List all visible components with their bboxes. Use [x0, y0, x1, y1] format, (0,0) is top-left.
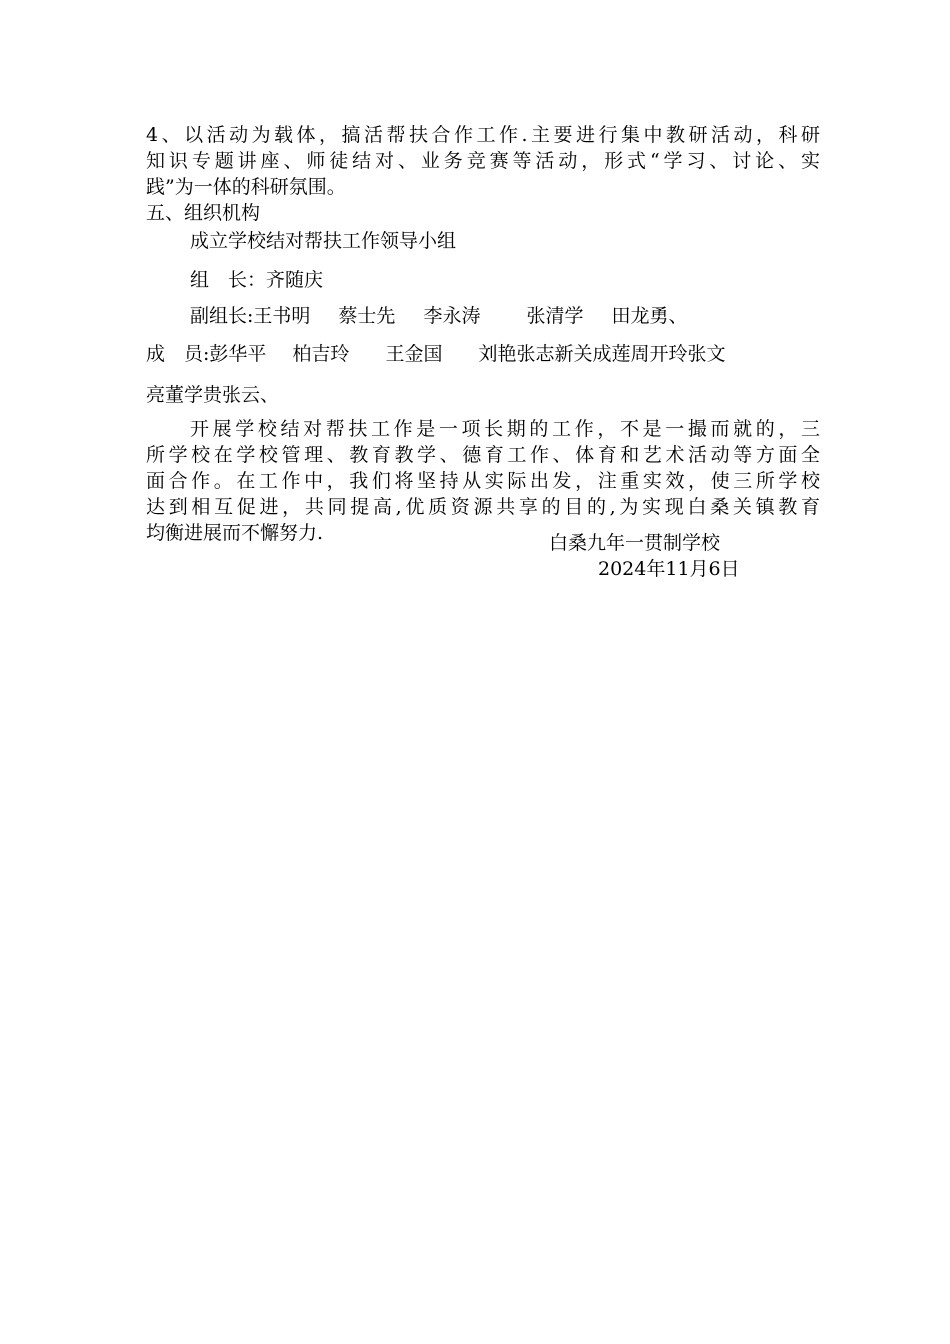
- paragraph-line: 开展学校结对帮扶工作是一项长期的工作，不是一撮而就的，三: [190, 418, 820, 440]
- member-name: 王金国: [385, 343, 443, 365]
- deputy-label: 副组长:: [190, 305, 254, 327]
- members-label: 成 员:: [146, 343, 210, 365]
- deputy-row: [146, 298, 820, 334]
- leader-name: 齐随庆: [266, 269, 324, 291]
- paragraph-line: 均衡进展而不懈努力.: [146, 522, 324, 544]
- document-body: [146, 122, 820, 546]
- member-name: 彭华平: [209, 343, 267, 365]
- paragraph-line: 4、以活动为载体，搞活帮扶合作工作.主要进行集中教研活动，科研: [146, 124, 820, 146]
- signature-date: 2024年11月6日: [598, 558, 740, 580]
- section-heading: 五、组织机构: [146, 202, 261, 224]
- paragraph-line: 践”为一体的科研氛围。: [146, 176, 346, 198]
- signature-org: 白桑九年一贯制学校: [549, 532, 721, 554]
- paragraph-line: 面合作。在工作中，我们将坚持从实际出发，注重实效，使三所学校: [146, 470, 820, 492]
- leader-label: 组 长：: [190, 269, 267, 291]
- deputy-name: 蔡士先: [338, 305, 396, 327]
- deputy-name: 李永涛: [423, 305, 481, 327]
- deputy-name: 张清学: [526, 305, 584, 327]
- leader-row: [146, 262, 820, 298]
- org-intro: 成立学校结对帮扶工作领导小组: [190, 230, 457, 252]
- members-row: [146, 334, 820, 372]
- deputy-name: 王书明: [253, 305, 311, 327]
- paragraph-line: 所学校在学校管理、教育教学、德育工作、体育和艺术活动等方面全: [146, 444, 820, 466]
- members-row-continued: 亮董学贵张云、: [146, 384, 280, 406]
- paragraph-item-4: [146, 122, 820, 200]
- closing-paragraph: [146, 416, 820, 546]
- member-name: 柏吉玲: [292, 343, 350, 365]
- deputy-name: 田龙勇、: [611, 305, 688, 327]
- member-name: 刘艳张志新关成莲周开玲张文: [478, 343, 726, 365]
- paragraph-line: 达到相互促进，共同提高,优质资源共享的目的,为实现白桑关镇教育: [146, 496, 820, 518]
- paragraph-line: 知识专题讲座、师徒结对、业务竞赛等活动，形式“学习、讨论、实: [146, 150, 820, 172]
